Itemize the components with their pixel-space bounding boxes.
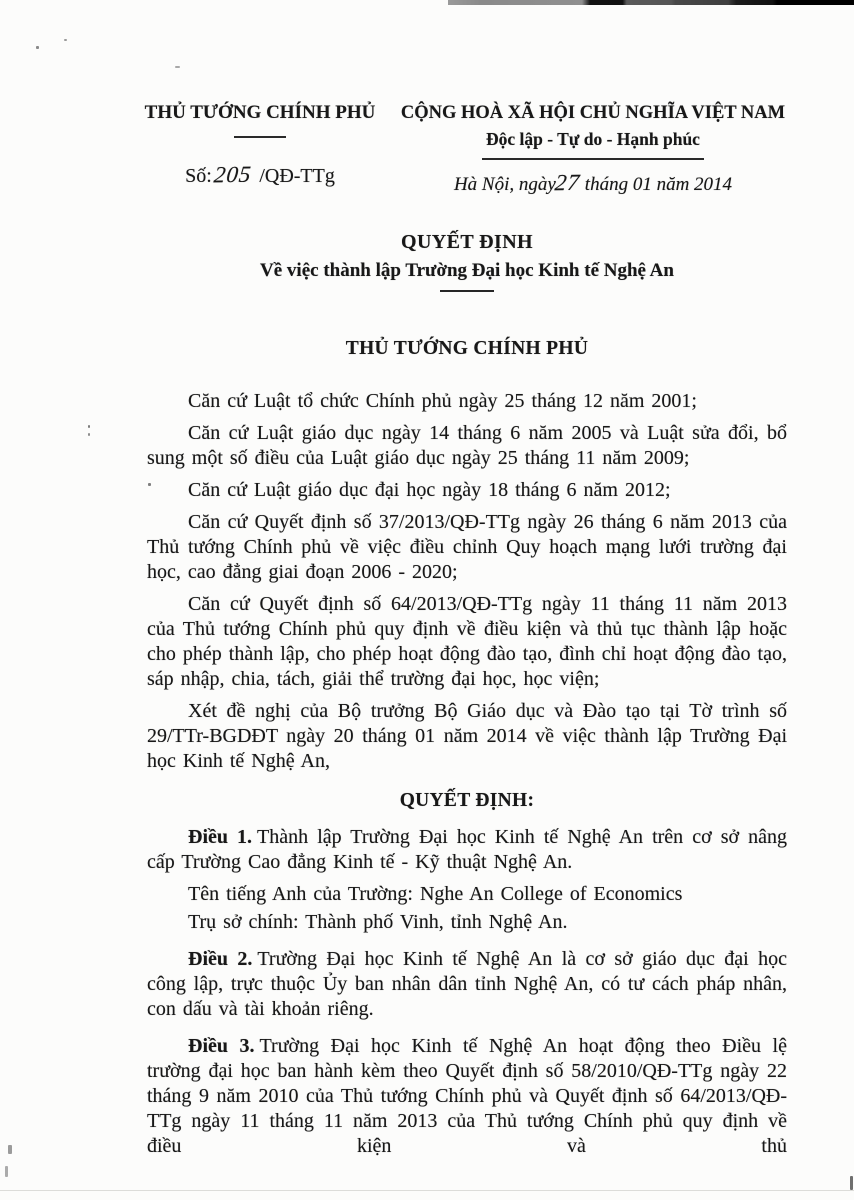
- day-handwritten: 27: [553, 169, 582, 196]
- place-date-suffix: tháng 01 năm 2014: [584, 174, 733, 195]
- decision-heading: QUYẾT ĐỊNH:: [399, 790, 535, 811]
- preamble-paragraph-1: Căn cứ Luật tổ chức Chính phủ ngày 25 tháng 12 năm 2001;: [188, 390, 697, 412]
- number-label: Số:: [185, 165, 212, 187]
- document-subtitle: Về việc thành lập Trường Đại học Kinh tế Nghệ An: [260, 260, 674, 281]
- number-handwritten: 205: [212, 161, 253, 188]
- article-1-label: Điều 1.: [188, 826, 253, 848]
- preamble-paragraph-6: Xét đề nghị của Bộ trưởng Bộ Giáo dục và Đào tạo tại Tờ trình số 29/TTr-BGDĐT ngày 20 tháng 01 năm 2014 về việc thành lập Trường Đại học Kinh tế Nghệ An,: [147, 700, 787, 772]
- preamble-paragraph-2: Căn cứ Luật giáo dục ngày 14 tháng 6 năm 2005 và Luật sửa đổi, bổ sung một số điều của Luật giáo dục ngày 25 tháng 11 năm 2009;: [147, 422, 787, 469]
- country-name: CỘNG HOÀ XÃ HỘI CHỦ NGHĨA VIỆT NAM: [400, 103, 786, 123]
- article-1-headquarters: Trụ sở chính: Thành phố Vinh, tỉnh Nghệ An.: [188, 911, 568, 933]
- article-3: [147, 1034, 787, 1159]
- article-3-label: Điều 3.: [188, 1035, 255, 1057]
- scan-speck: [5, 1166, 8, 1177]
- preamble-paragraph-3: Căn cứ Luật giáo dục đại học ngày 18 tháng 6 năm 2012;: [188, 479, 671, 501]
- deciding-authority: THỦ TƯỚNG CHÍNH PHỦ: [345, 338, 589, 359]
- article-1: [147, 825, 787, 875]
- article-3-text: Trường Đại học Kinh tế Nghệ An hoạt động theo Điều lệ trường đại học ban hành kèm theo Quyết định số 58/2010/QĐ-TTg ngày 22 tháng 9 năm 2010 của Thủ tướng Chính phủ và Quyết định số 64/2013/QĐ-TTg ngày 11 tháng 11 năm 2013 của Thủ tướng Chính phủ quy định về điều kiện và thủ: [147, 1035, 787, 1157]
- article-2: [147, 947, 787, 1022]
- article-2-text: Trường Đại học Kinh tế Nghệ An là cơ sở giáo dục đại học công lập, trực thuộc Ủy ban nhân dân tỉnh Nghệ An, có tư cách pháp nhân, con dấu và tài khoản riêng.: [147, 948, 787, 1020]
- article-1-english-name: Tên tiếng Anh của Trường: Nghe An College of Economics: [188, 883, 683, 905]
- scan-artifact-bottom-line: [0, 1190, 854, 1191]
- national-motto: Độc lập - Tự do - Hạnh phúc: [486, 129, 700, 149]
- scan-speck: [850, 1176, 853, 1190]
- place-date-prefix: Hà Nội, ngày: [453, 174, 556, 195]
- number-suffix: /QĐ-TTg: [259, 165, 335, 187]
- issuing-authority-name: THỦ TƯỚNG CHÍNH PHỦ: [144, 102, 376, 123]
- preamble-paragraph-5: Căn cứ Quyết định số 64/2013/QĐ-TTg ngày 11 tháng 11 năm 2013 của Thủ tướng Chính phủ quy định về điều kiện và thủ tục thành lập hoặc cho phép thành lập, cho phép hoạt động đào tạo, đình chỉ hoạt động đào tạo, sáp nhập, chia, tách, giải thể trường đại học, học viện;: [147, 593, 787, 690]
- article-2-label: Điều 2.: [188, 948, 253, 970]
- title-divider: [440, 290, 494, 292]
- article-1-text: Thành lập Trường Đại học Kinh tế Nghệ An trên cơ sở nâng cấp Trường Cao đẳng Kinh tế - Kỹ thuật Nghệ An.: [147, 826, 787, 873]
- document-title: QUYẾT ĐỊNH: [401, 231, 533, 253]
- preamble-paragraph-4: Căn cứ Quyết định số 37/2013/QĐ-TTg ngày 26 tháng 6 năm 2013 của Thủ tướng Chính phủ về việc điều chỉnh Quy hoạch mạng lưới trường đại học, cao đẳng giai đoạn 2006 - 2020;: [147, 511, 787, 583]
